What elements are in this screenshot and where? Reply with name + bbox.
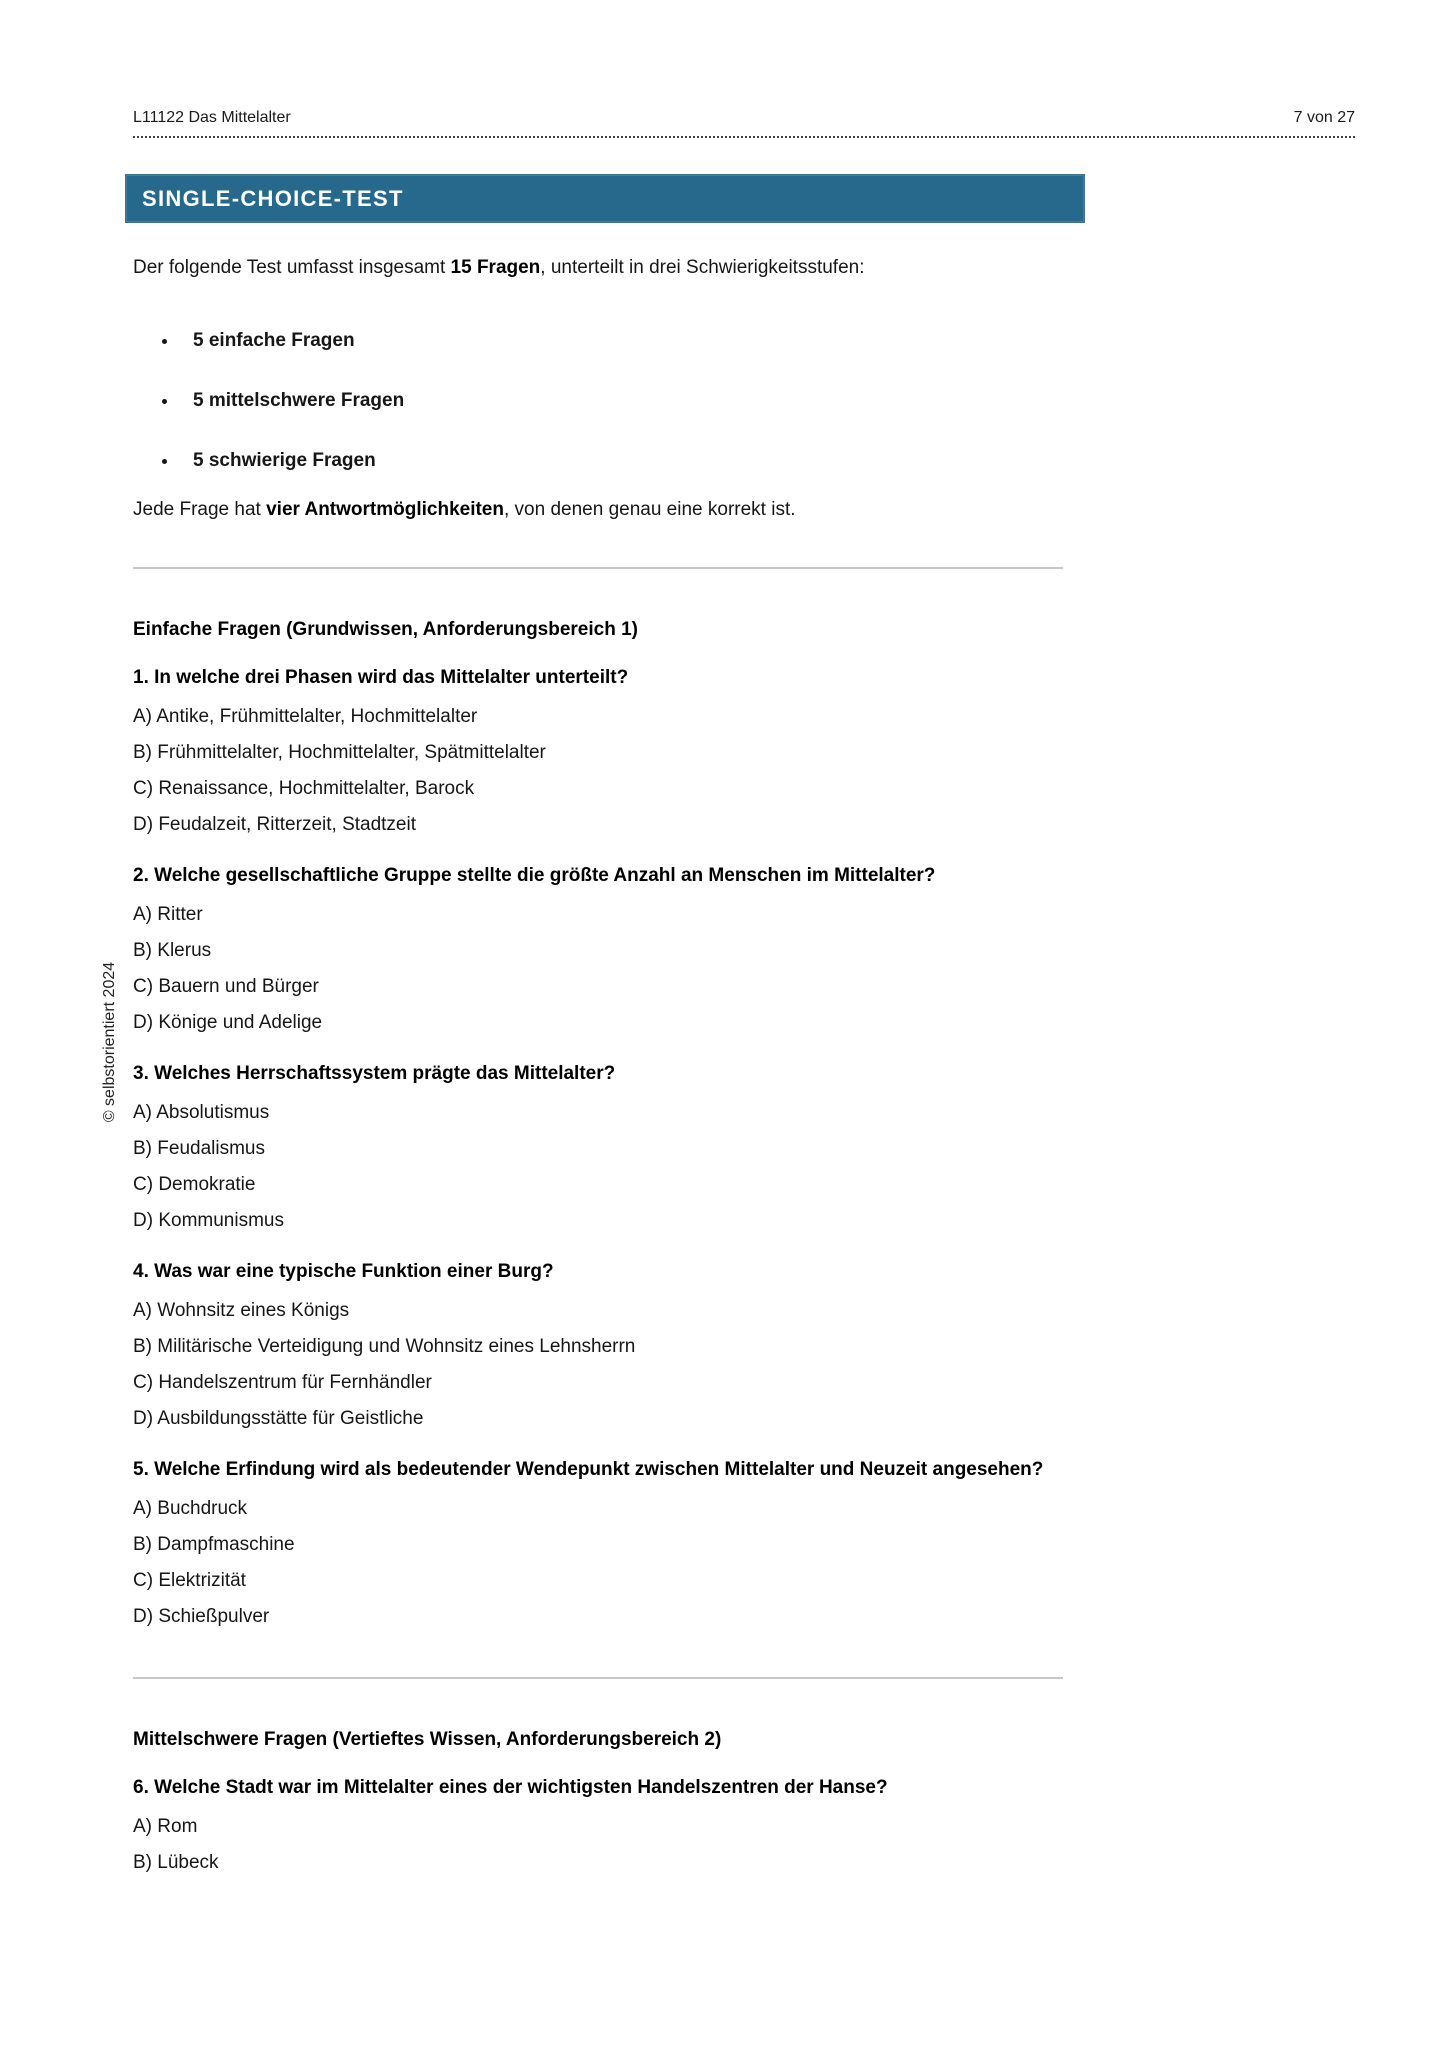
difficulty-item: • 5 schwierige Fragen [179,449,1063,473]
question-block [133,663,1063,843]
difficulty-list [133,329,1063,473]
header-divider [133,136,1355,138]
section-divider [133,1677,1063,1679]
answer-option: A) Antike, Frühmittelalter, Hochmittelalter [133,706,478,727]
answer-option: D) Ausbildungsstätte für Geistliche [133,1408,424,1429]
page-header [133,108,1355,128]
answer-option: A) Absolutismus [133,1102,270,1123]
question-text: 2. Welche gesellschaftliche Gruppe stellte die größte Anzahl an Menschen im Mittelalter? [133,865,936,886]
answer-option: B) Lübeck [133,1852,219,1873]
question-options [133,699,1063,843]
intro-text-after: , unterteilt in drei Schwierigkeitsstufen: [540,257,865,278]
question-options [133,1095,1063,1239]
answer-option: C) Renaissance, Hochmittelalter, Barock [133,778,475,799]
question-options [133,897,1063,1041]
answer-option: B) Frühmittelalter, Hochmittelalter, Spätmittelalter [133,742,546,763]
answer-option: C) Handelszentrum für Fernhändler [133,1372,432,1393]
question-options [133,1293,1063,1437]
page-number: 7 von 27 [1293,109,1355,126]
header-title: L11122 Das Mittelalter [133,109,291,126]
document-body [133,223,1063,1881]
section-questions [133,663,1063,1635]
section-questions [133,1773,1063,1881]
section-heading: Mittelschwere Fragen (Vertieftes Wissen, Anforderungsbereich 2) [133,1729,722,1750]
intro-paragraph [133,253,1063,283]
question-sections [133,567,1063,1881]
answer-option: A) Ritter [133,904,203,925]
section-banner [125,174,1085,223]
answer-option: A) Buchdruck [133,1498,248,1519]
question-text: 5. Welche Erfindung wird als bedeutender Wendepunkt zwischen Mittelalter und Neuzeit angesehen? [133,1459,1044,1480]
question-text: 4. Was war eine typische Funktion einer Burg? [133,1261,554,1282]
note-paragraph [133,495,1063,525]
answer-option: C) Bauern und Bürger [133,976,319,997]
answer-option: B) Klerus [133,940,212,961]
answer-option: A) Wohnsitz eines Königs [133,1300,350,1321]
note-text-after: , von denen genau eine korrekt ist. [503,499,796,520]
copyright-watermark: © selbstorientiert 2024 [101,961,118,1123]
answer-option: B) Dampfmaschine [133,1534,295,1555]
answer-option: C) Elektrizität [133,1570,246,1591]
question-block [133,861,1063,1041]
answer-option: D) Feudalzeit, Ritterzeit, Stadtzeit [133,814,416,835]
question-block [133,1059,1063,1239]
question-text: 1. In welche drei Phasen wird das Mittelalter unterteilt? [133,667,629,688]
banner-title: SINGLE-CHOICE-TEST [142,185,404,211]
answer-option: D) Kommunismus [133,1210,284,1231]
question-options [133,1491,1063,1635]
note-text-before: Jede Frage hat [133,499,267,520]
question-options [133,1809,1063,1881]
question-block [133,1773,1063,1881]
note-bold-text: vier Antwortmöglichkeiten [266,499,504,520]
answer-option: B) Militärische Verteidigung und Wohnsitz eines Lehnsherrn [133,1336,636,1357]
section-heading: Einfache Fragen (Grundwissen, Anforderungsbereich 1) [133,619,638,640]
answer-option: A) Rom [133,1816,198,1837]
question-text: 3. Welches Herrschaftssystem prägte das Mittelalter? [133,1063,616,1084]
answer-option: B) Feudalismus [133,1138,265,1159]
question-text: 6. Welche Stadt war im Mittelalter eines der wichtigsten Handelszentren der Hanse? [133,1777,888,1798]
question-block [133,1257,1063,1437]
question-block [133,1455,1063,1635]
difficulty-item: • 5 mittelschwere Fragen [179,389,1063,413]
question-section [133,567,1063,1635]
answer-option: C) Demokratie [133,1174,256,1195]
difficulty-item: • 5 einfache Fragen [179,329,1063,353]
question-section [133,1677,1063,1881]
answer-option: D) Schießpulver [133,1606,270,1627]
answer-option: D) Könige und Adelige [133,1012,323,1033]
section-divider [133,567,1063,569]
intro-text-before: Der folgende Test umfasst insgesamt [133,257,451,278]
intro-bold-text: 15 Fragen [450,257,541,278]
